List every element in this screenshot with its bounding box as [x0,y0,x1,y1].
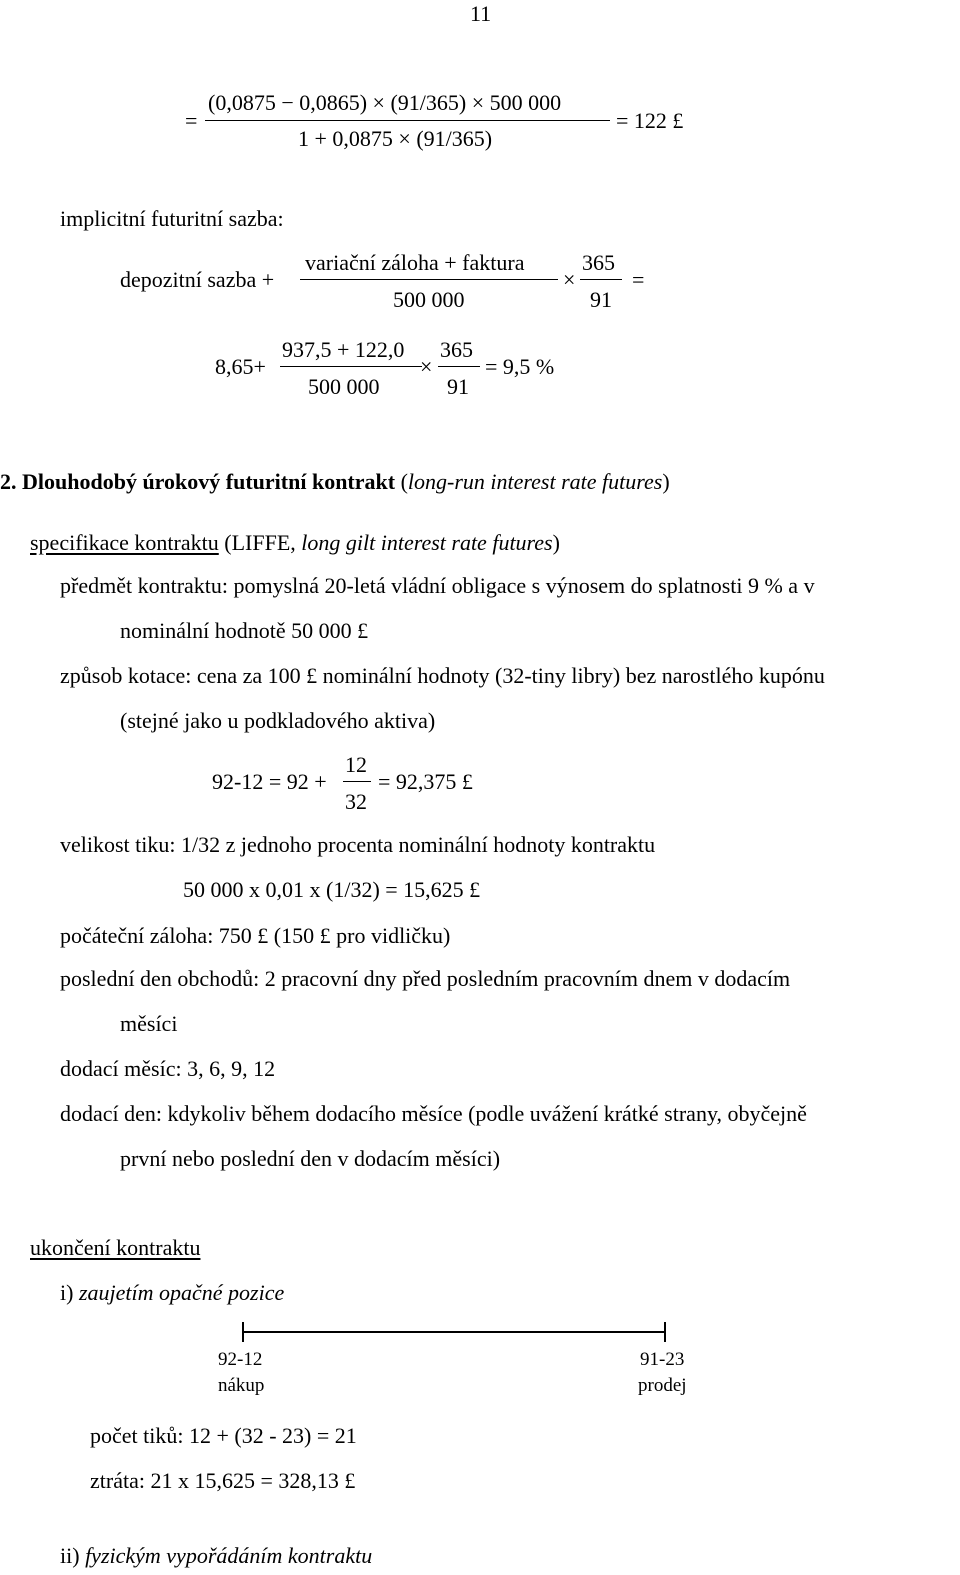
equation-fraction2-numerator: 365 [582,250,615,275]
equation-lead: 8,65+ [215,354,266,379]
equation-fraction2-denominator: 91 [590,287,612,312]
last-trading-day-line: poslední den obchodů: 2 pracovní dny před posledním pracovním dnem v dodacím [60,966,791,991]
equation-lead: 92-12 = 92 + [212,769,327,794]
option-text: zaujetím opačné pozice [78,1280,285,1305]
section-heading-title: 2. Dlouhodobý úrokový futuritní kontrakt [0,469,396,494]
contract-subject-line: předmět kontraktu: pomyslná 20-letá vládní obligace s výnosem do splatnosti 9 % a v [60,573,815,598]
equation-numerator: 12 [345,752,367,777]
timeline-right-action: prodej [638,1375,687,1396]
specification-english: long gilt interest rate futures [301,530,553,555]
loss-line: ztráta: 21 x 15,625 = 328,13 £ [90,1468,356,1493]
equation-numerator: 937,5 + 122,0 [282,337,405,362]
timeline-line [242,1331,666,1333]
termination-heading: ukončení kontraktu [30,1235,201,1260]
option-physical-delivery [60,1545,372,1567]
tick-size-line: velikost tiku: 1/32 z jednoho procenta nominální hodnoty kontraktu [60,832,656,857]
equation-denominator: 32 [345,789,367,814]
page-number: 11 [470,1,492,26]
equation-lead: depozitní sazba + [120,267,275,292]
equation-numerator: variační záloha + faktura [305,250,525,275]
tick-size-calculation: 50 000 x 0,01 x (1/32) = 15,625 £ [183,877,481,902]
initial-margin-line: počáteční záloha: 750 £ (150 £ pro vidličku) [60,923,451,948]
option-number: i) [60,1280,79,1305]
fraction-bar [343,781,371,782]
section-heading [0,471,670,493]
fraction-bar [205,120,610,121]
equation-fraction2-denominator: 91 [447,374,469,399]
option-offsetting [60,1282,284,1304]
timeline-left-action: nákup [218,1375,265,1396]
specification-heading [30,532,560,554]
section-heading-english: long-run interest rate futures [407,469,663,494]
contract-subject-line: nominální hodnotě 50 000 £ [120,618,369,643]
timeline-right-price: 91-23 [640,1349,685,1370]
equation-lead: = [185,108,198,133]
equation-result: = 9,5 % [485,354,555,379]
equation-numerator: (0,0875 − 0,0865) × (91/365) × 500 000 [208,90,562,115]
specification-paren-open: (LIFFE, [218,530,302,555]
fraction-bar [580,279,622,280]
equation-fraction2-numerator: 365 [440,337,473,362]
quotation-line: způsob kotace: cena za 100 £ nominální hodnoty (32-tiny libry) bez narostlého kupónu [60,663,825,688]
times-sign: × [563,267,576,292]
section-heading-paren-close: ) [662,469,670,494]
delivery-month-line: dodací měsíc: 3, 6, 9, 12 [60,1056,276,1081]
timeline-left-price: 92-12 [218,1349,263,1370]
specification-label: specifikace kontraktu [30,530,219,555]
times-sign: × [420,354,433,379]
fraction-bar [438,366,480,367]
equals-sign: = [632,267,645,292]
specification-paren-close: ) [552,530,560,555]
equation-denominator: 500 000 [308,374,380,399]
equation-result: = 122 £ [616,108,684,133]
section-heading-paren-open: ( [395,469,408,494]
last-trading-day-line: měsíci [120,1011,178,1036]
option-number: ii) [60,1543,86,1568]
fraction-bar [300,279,558,280]
equation-denominator: 1 + 0,0875 × (91/365) [298,126,493,151]
delivery-day-line: první nebo poslední den v dodacím měsíci) [120,1146,501,1171]
tick-count-line: počet tiků: 12 + (32 - 23) = 21 [90,1423,357,1448]
quotation-line: (stejné jako u podkladového aktiva) [120,708,436,733]
equation-result: = 92,375 £ [378,769,473,794]
equation-denominator: 500 000 [393,287,465,312]
implied-rate-label: implicitní futuritní sazba: [60,206,284,231]
fraction-bar [280,366,422,367]
delivery-day-line: dodací den: kdykoliv během dodacího měsíce (podle uvážení krátké strany, obyčejně [60,1101,807,1126]
option-text: fyzickým vypořádáním kontraktu [85,1543,373,1568]
